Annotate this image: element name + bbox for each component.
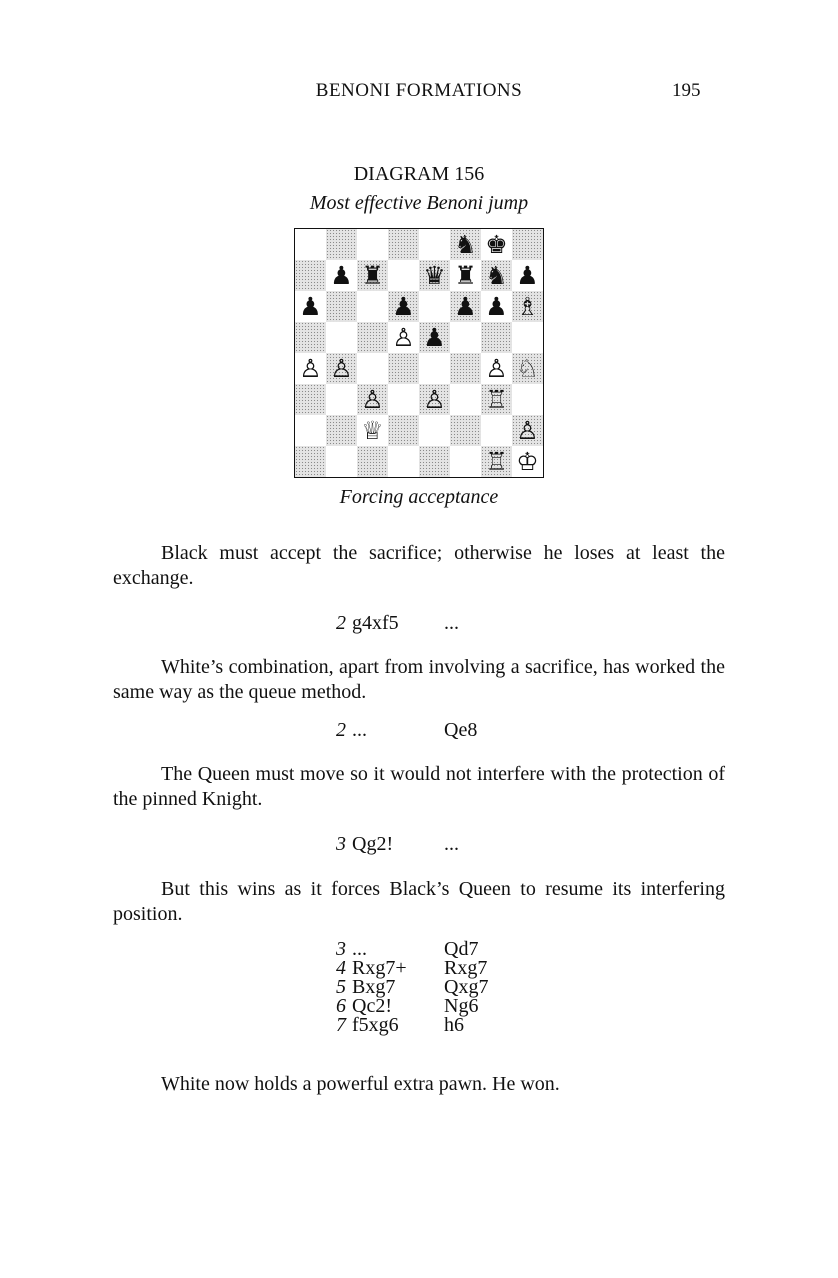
square-g3 xyxy=(481,384,512,415)
white-move: Rxg7+ xyxy=(352,957,407,979)
square-d1 xyxy=(388,446,419,477)
square-a2 xyxy=(295,415,326,446)
square-e8 xyxy=(419,229,450,260)
diagram-title: DIAGRAM 156 xyxy=(353,163,485,185)
square-b6 xyxy=(326,291,357,322)
white-pawn-icon: ♙ xyxy=(423,385,446,414)
black-move: Rxg7 xyxy=(444,957,488,979)
square-b1 xyxy=(326,446,357,477)
square-e4 xyxy=(419,353,450,384)
black-move: ... xyxy=(444,612,459,634)
square-e2 xyxy=(419,415,450,446)
square-d3 xyxy=(388,384,419,415)
square-d5 xyxy=(388,322,419,353)
black-move: Ng6 xyxy=(444,995,479,1017)
square-f2 xyxy=(450,415,481,446)
white-pawn-icon: ♙ xyxy=(392,323,415,352)
square-f1 xyxy=(450,446,481,477)
black-pawn-icon: ♟ xyxy=(485,292,508,321)
square-d7 xyxy=(388,260,419,291)
square-f4 xyxy=(450,353,481,384)
square-g6 xyxy=(481,291,512,322)
square-c1 xyxy=(357,446,388,477)
square-b2 xyxy=(326,415,357,446)
black-move: Qd7 xyxy=(444,938,479,960)
white-king-icon: ♔ xyxy=(516,447,539,476)
black-rook-icon: ♜ xyxy=(361,261,384,290)
square-d2 xyxy=(388,415,419,446)
square-c8 xyxy=(357,229,388,260)
white-pawn-icon: ♙ xyxy=(299,354,322,383)
move-number: 7 xyxy=(336,1014,346,1036)
paragraph: White’s combination, apart from involving a sacrifice, has worked the same way as the queue method. xyxy=(113,656,725,703)
square-a5 xyxy=(295,322,326,353)
chess-board xyxy=(294,228,544,478)
paragraph: The Queen must move so it would not interfere with the protection of the pinned Knight. xyxy=(113,763,725,810)
black-knight-icon: ♞ xyxy=(485,261,508,290)
white-rook-icon: ♖ xyxy=(485,385,508,414)
move-number: 3 xyxy=(336,833,346,855)
square-a6 xyxy=(295,291,326,322)
square-e7 xyxy=(419,260,450,291)
move-number: 2 xyxy=(336,612,346,634)
moves-table xyxy=(336,940,536,1035)
white-move: ... xyxy=(352,938,367,960)
white-queen-icon: ♕ xyxy=(361,416,384,445)
square-c5 xyxy=(357,322,388,353)
diagram-caption: Forcing acceptance xyxy=(339,486,499,508)
square-h6 xyxy=(512,291,543,322)
white-move: Bxg7 xyxy=(352,976,396,998)
square-b4 xyxy=(326,353,357,384)
square-f3 xyxy=(450,384,481,415)
white-bishop-icon: ♗ xyxy=(516,292,539,321)
square-b5 xyxy=(326,322,357,353)
black-pawn-icon: ♟ xyxy=(516,261,539,290)
square-g5 xyxy=(481,322,512,353)
square-h3 xyxy=(512,384,543,415)
white-move: g4xf5 xyxy=(352,612,399,634)
square-e6 xyxy=(419,291,450,322)
square-d8 xyxy=(388,229,419,260)
square-h5 xyxy=(512,322,543,353)
black-pawn-icon: ♟ xyxy=(423,323,446,352)
black-knight-icon: ♞ xyxy=(454,230,477,259)
black-move: ... xyxy=(444,833,459,855)
square-c6 xyxy=(357,291,388,322)
white-move: Qc2! xyxy=(352,995,392,1017)
square-f7 xyxy=(450,260,481,291)
white-pawn-icon: ♙ xyxy=(330,354,353,383)
square-h2 xyxy=(512,415,543,446)
black-king-icon: ♚ xyxy=(485,230,508,259)
square-h1 xyxy=(512,446,543,477)
running-header: BENONI FORMATIONS xyxy=(315,80,523,101)
white-pawn-icon: ♙ xyxy=(516,416,539,445)
white-rook-icon: ♖ xyxy=(485,447,508,476)
black-pawn-icon: ♟ xyxy=(454,292,477,321)
black-pawn-icon: ♟ xyxy=(299,292,322,321)
black-move: Qxg7 xyxy=(444,976,489,998)
move-number: 5 xyxy=(336,976,346,998)
square-a8 xyxy=(295,229,326,260)
square-b3 xyxy=(326,384,357,415)
move-row xyxy=(336,1016,536,1035)
square-e5 xyxy=(419,322,450,353)
square-a3 xyxy=(295,384,326,415)
diagram-subtitle: Most effective Benoni jump xyxy=(309,192,529,214)
square-c4 xyxy=(357,353,388,384)
square-e3 xyxy=(419,384,450,415)
square-h7 xyxy=(512,260,543,291)
square-b8 xyxy=(326,229,357,260)
square-g1 xyxy=(481,446,512,477)
square-f5 xyxy=(450,322,481,353)
square-h4 xyxy=(512,353,543,384)
move-number: 3 xyxy=(336,938,346,960)
white-knight-icon: ♘ xyxy=(516,354,539,383)
square-g7 xyxy=(481,260,512,291)
square-g2 xyxy=(481,415,512,446)
move-number: 2 xyxy=(336,719,346,741)
square-a7 xyxy=(295,260,326,291)
paragraph: White now holds a powerful extra pawn. He won. xyxy=(161,1073,560,1095)
square-c2 xyxy=(357,415,388,446)
square-a1 xyxy=(295,446,326,477)
square-a4 xyxy=(295,353,326,384)
square-g4 xyxy=(481,353,512,384)
square-d4 xyxy=(388,353,419,384)
white-pawn-icon: ♙ xyxy=(361,385,384,414)
square-f6 xyxy=(450,291,481,322)
paragraph: But this wins as it forces Black’s Queen to resume its interfering position. xyxy=(113,878,725,925)
page-number: 195 xyxy=(672,80,701,101)
black-move: Qe8 xyxy=(444,719,478,741)
white-move: Qg2! xyxy=(352,833,394,855)
square-b7 xyxy=(326,260,357,291)
white-move: f5xg6 xyxy=(352,1014,399,1036)
white-move: ... xyxy=(352,719,367,741)
black-rook-icon: ♜ xyxy=(454,261,477,290)
square-c3 xyxy=(357,384,388,415)
black-pawn-icon: ♟ xyxy=(392,292,415,321)
black-move: h6 xyxy=(444,1014,464,1036)
black-queen-icon: ♛ xyxy=(423,261,446,290)
move-number: 4 xyxy=(336,957,346,979)
square-f8 xyxy=(450,229,481,260)
paragraph: Black must accept the sacrifice; otherwise he loses at least the exchange. xyxy=(113,542,725,589)
move-number: 6 xyxy=(336,995,346,1017)
square-h8 xyxy=(512,229,543,260)
square-d6 xyxy=(388,291,419,322)
black-pawn-icon: ♟ xyxy=(330,261,353,290)
square-e1 xyxy=(419,446,450,477)
square-g8 xyxy=(481,229,512,260)
square-c7 xyxy=(357,260,388,291)
white-pawn-icon: ♙ xyxy=(485,354,508,383)
